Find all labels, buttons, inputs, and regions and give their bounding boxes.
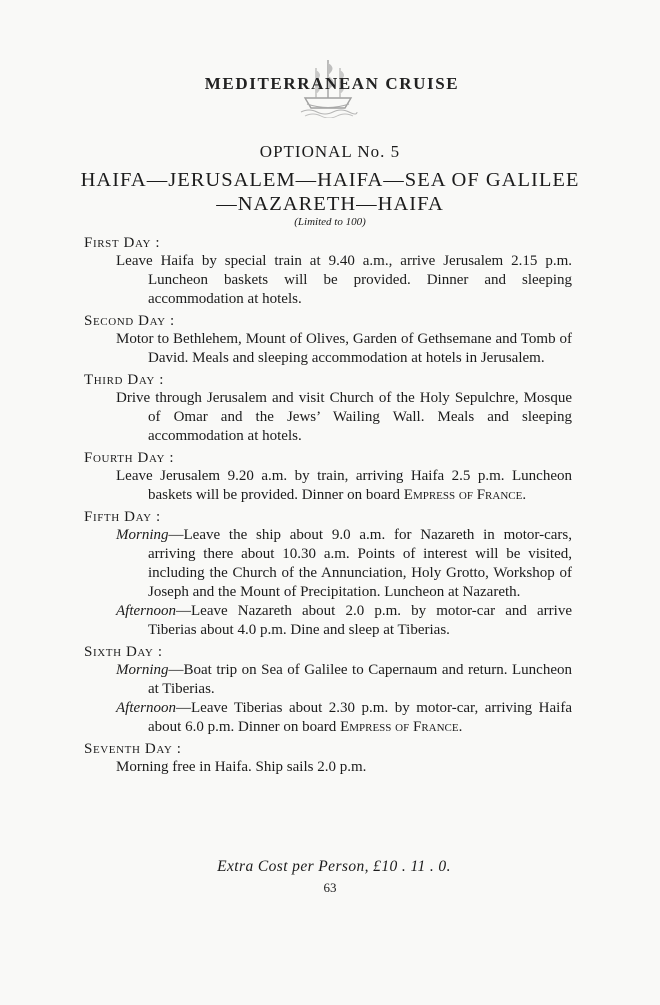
optional-number: OPTIONAL No. 5 (259, 142, 401, 161)
entry-text: Leave Jerusalem 9.20 a.m. by train, arriving Haifa 2.5 p.m. Luncheon baskets will be provided. Dinner on board (116, 468, 572, 503)
day-heading: Second Day : (84, 313, 175, 329)
entry-label: Afternoon (116, 603, 176, 619)
extra-cost: Extra Cost per Person, £10 . 11 . 0. (217, 858, 451, 875)
day-heading: First Day : (84, 235, 161, 251)
route-title (0, 168, 660, 216)
day-entry (116, 467, 572, 505)
entry-text: Morning free in Haifa. Ship sails 2.0 p.m. (116, 759, 367, 775)
entry-text: Leave Haifa by special train at 9.40 a.m., arrive Jerusalem 2.15 p.m. Luncheon baskets will be provided. Dinner and sleeping accommodation at hotels. (116, 253, 572, 307)
route-line-2: —NAZARETH—HAIFA (216, 193, 444, 215)
page-header (0, 52, 660, 122)
day-entry (116, 330, 572, 368)
day-heading: Seventh Day : (84, 741, 182, 757)
day-entry (116, 602, 572, 640)
running-title: MEDITERRANEAN CRUISE (204, 74, 460, 93)
day-entry (116, 758, 572, 777)
entry-text: Motor to Bethlehem, Mount of Olives, Garden of Gethsemane and Tomb of David. Meals and sleeping accommodation at hotels in Jerusalem. (116, 331, 572, 366)
day-entry (116, 252, 572, 309)
limit-note: (Limited to 100) (294, 216, 366, 228)
entry-text: —Boat trip on Sea of Galilee to Capernaum and return. Luncheon at Tiberias. (148, 662, 572, 697)
ship-name: Empress of France. (340, 719, 463, 735)
day-heading: Fourth Day : (84, 450, 175, 466)
entry-text: —Leave the ship about 9.0 a.m. for Nazareth in motor-cars, arriving there about 10.30 a.m. Points of interest will be visited, including the Church of the Annunciation, Holy Grotto, Workshop of Joseph and the Mount of Precipitation. Luncheon at Nazareth. (148, 527, 572, 600)
itinerary (84, 234, 572, 777)
entry-label: Morning (116, 662, 169, 678)
day-entry (116, 526, 572, 602)
entry-text: —Leave Tiberias about 2.30 p.m. by motor-car, arriving Haifa about 6.0 p.m. Dinner on board (148, 700, 572, 735)
entry-text: —Leave Nazareth about 2.0 p.m. by motor-car and arrive Tiberias about 4.0 p.m. Dine and sleep at Tiberias. (148, 603, 572, 638)
day-heading: Sixth Day : (84, 644, 163, 660)
entry-label: Afternoon (116, 700, 176, 716)
entry-label: Morning (116, 527, 169, 543)
entry-text: Drive through Jerusalem and visit Church of the Holy Sepulchre, Mosque of Omar and the Jews’ Wailing Wall. Meals and sleeping accommodation at hotels. (116, 390, 572, 444)
day-heading: Third Day : (84, 372, 165, 388)
ship-name: Empress of France. (403, 487, 527, 503)
day-entry (116, 699, 572, 737)
day-entry (116, 389, 572, 446)
day-entry (116, 661, 572, 699)
route-line-1: HAIFA—JERUSALEM—HAIFA—SEA OF GALILEE (80, 169, 580, 191)
day-heading: Fifth Day : (84, 509, 161, 525)
page-number: 63 (323, 880, 337, 895)
